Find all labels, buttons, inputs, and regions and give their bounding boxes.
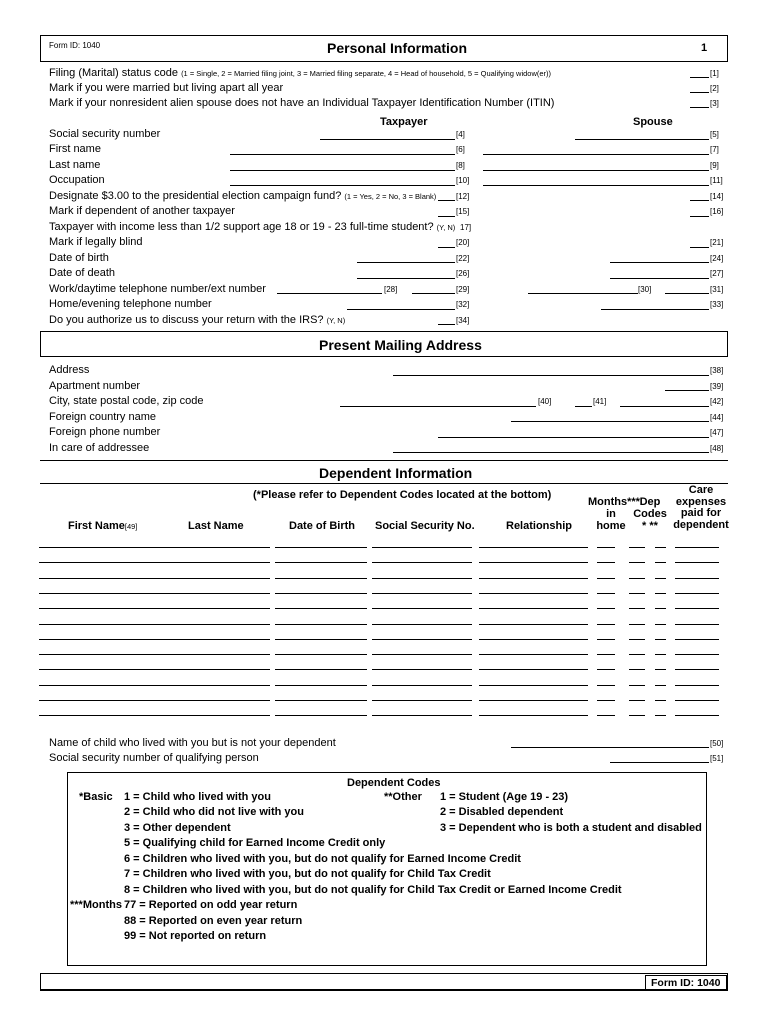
section-title-dependents: Dependent Information <box>319 465 473 481</box>
dep-code-other-field[interactable] <box>655 669 666 670</box>
field-code-14: [14] <box>710 192 724 201</box>
dep-months-field[interactable] <box>597 654 615 655</box>
spouse-home-phone-field[interactable] <box>601 309 709 310</box>
dep-months-field[interactable] <box>597 608 615 609</box>
col-ssn: Social Security No. <box>375 520 475 532</box>
dep-code-other-field[interactable] <box>655 700 666 701</box>
dep-first-name-field[interactable] <box>39 547 270 548</box>
dep-dob-ssn-field[interactable] <box>372 715 472 716</box>
dep-first-name-field[interactable] <box>39 578 270 579</box>
field-code-29: [29] <box>456 285 470 294</box>
qualifying-ssn-label: Social security number of qualifying person <box>49 752 259 764</box>
dep-months-field[interactable] <box>597 562 615 563</box>
dep-code-basic-field[interactable] <box>629 624 645 625</box>
field-code-39: [39] <box>710 382 724 391</box>
dep-relationship-field[interactable] <box>479 685 588 686</box>
taxpayer-campaign-field[interactable] <box>438 200 455 201</box>
section-title-personal: Personal Information <box>327 40 468 56</box>
campaign-label: Designate $3.00 to the presidential election campaign fund? (1 = Yes, 2 = No, 3 = Blank) <box>49 190 437 202</box>
spouse-blind-field[interactable] <box>690 247 709 248</box>
dep-code-other-field[interactable] <box>655 608 666 609</box>
dep-code-other-field[interactable] <box>655 715 666 716</box>
dep-last-name-field[interactable] <box>275 654 367 655</box>
field-code-8: [8] <box>456 161 465 170</box>
spouse-dod-field[interactable] <box>610 278 709 279</box>
dep-care-expense-field[interactable] <box>675 562 719 563</box>
spouse-ssn-field[interactable] <box>575 139 709 140</box>
dep-relationship-field[interactable] <box>479 715 588 716</box>
field-code-30: [30] <box>638 285 652 294</box>
page-number: 1 <box>701 42 708 54</box>
field-code-22: [22] <box>456 254 470 263</box>
campaign-hint: (1 = Yes, 2 = No, 3 = Blank) <box>344 192 437 201</box>
first-name-label: First name <box>49 143 101 155</box>
dep-code-basic-field[interactable] <box>629 547 645 548</box>
filing-status-field[interactable] <box>690 77 709 78</box>
dep-code-basic-field[interactable] <box>629 685 645 686</box>
dep-last-name-field[interactable] <box>275 593 367 594</box>
foreign-phone-field[interactable] <box>438 437 709 438</box>
other-code-3: 3 = Dependent who is both a student and disabled <box>440 822 702 834</box>
other-code-1: 1 = Student (Age 19 - 23) <box>440 791 569 803</box>
dep-code-basic-field[interactable] <box>629 669 645 670</box>
basic-code-6: 6 = Children who lived with you, but do not qualify for Earned Income Credit <box>124 853 521 865</box>
dep-first-name-field[interactable] <box>39 593 270 594</box>
field-code-12: [12] <box>456 192 470 201</box>
field-code-42: [42] <box>710 397 724 406</box>
form-id-label: Form ID: 1040 <box>49 41 101 50</box>
field-code-28: [28] <box>384 285 398 294</box>
last-name-label: Last name <box>49 159 101 171</box>
dep-dob-ssn-field[interactable] <box>372 593 472 594</box>
months-label: ***Months <box>70 899 122 911</box>
field-code-4: [4] <box>456 130 465 139</box>
dep-first-name-field[interactable] <box>39 715 270 716</box>
field-code-50: [50] <box>710 739 724 748</box>
section-title-mailing: Present Mailing Address <box>319 337 482 353</box>
dep-relationship-field[interactable] <box>479 608 588 609</box>
footer-form-id-box <box>645 975 727 990</box>
dep-last-name-field[interactable] <box>275 624 367 625</box>
col-months: Months*** in home <box>588 496 640 532</box>
other-label: **Other <box>384 791 422 803</box>
taxpayer-occupation-field[interactable] <box>230 185 455 186</box>
dep-months-field[interactable] <box>597 700 615 701</box>
filing-status-label: Filing (Marital) status code (1 = Single, 2 = Married filing joint, 3 = Married filing separate, 4 = Head of household, 5 = Qualifying widow(er)) <box>49 67 552 79</box>
field-code-40: [40] <box>538 397 552 406</box>
col-dob: Date of Birth <box>289 520 355 532</box>
spouse-first-name-field[interactable] <box>483 154 709 155</box>
months-code-99: 99 = Not reported on return <box>124 930 267 942</box>
field-code-51: [51] <box>710 754 724 763</box>
basic-code-3: 3 = Other dependent <box>124 822 231 834</box>
spouse-header: Spouse <box>633 116 673 128</box>
dep-relationship-field[interactable] <box>479 669 588 670</box>
foreign-phone-label: Foreign phone number <box>49 426 161 438</box>
dep-code-other-field[interactable] <box>655 562 666 563</box>
spouse-dependent-field[interactable] <box>690 216 709 217</box>
col-relationship: Relationship <box>506 520 573 532</box>
field-code-2: [2] <box>710 84 719 93</box>
taxpayer-income-label: Taxpayer with income less than 1/2 support age 18 or 19 - 23 full-time student? (Y, N) <box>49 221 456 233</box>
dep-dob-ssn-field[interactable] <box>372 562 472 563</box>
field-code-7: [7] <box>710 145 719 154</box>
dep-care-expense-field[interactable] <box>675 669 719 670</box>
dep-care-expense-field[interactable] <box>675 700 719 701</box>
basic-code-2: 2 = Child who did not live with you <box>124 806 304 818</box>
dep-months-field[interactable] <box>597 639 615 640</box>
dep-code-basic-field[interactable] <box>629 639 645 640</box>
home-phone-label: Home/evening telephone number <box>49 298 212 310</box>
dep-relationship-field[interactable] <box>479 562 588 563</box>
dep-first-name-field[interactable] <box>39 624 270 625</box>
dep-code-basic-field[interactable] <box>629 715 645 716</box>
dep-last-name-field[interactable] <box>275 685 367 686</box>
spouse-occupation-field[interactable] <box>483 185 709 186</box>
dep-care-expense-field[interactable] <box>675 639 719 640</box>
work-phone-label: Work/daytime telephone number/ext number <box>49 283 266 295</box>
footer-bar <box>40 973 728 991</box>
dep-dob-ssn-field[interactable] <box>372 685 472 686</box>
foreign-country-field[interactable] <box>511 421 709 422</box>
dep-care-expense-field[interactable] <box>675 685 719 686</box>
dep-code-other-field[interactable] <box>655 547 666 548</box>
occupation-label: Occupation <box>49 174 105 186</box>
dep-last-name-field[interactable] <box>275 562 367 563</box>
dep-months-field[interactable] <box>597 685 615 686</box>
dep-care-expense-field[interactable] <box>675 593 719 594</box>
months-code-77: 77 = Reported on odd year return <box>124 899 298 911</box>
personal-info-header <box>40 35 728 62</box>
other-code-2: 2 = Disabled dependent <box>440 806 564 818</box>
dep-first-name-field[interactable] <box>39 700 270 701</box>
spouse-dob-field[interactable] <box>610 262 709 263</box>
spouse-work-phone-field[interactable] <box>528 293 638 294</box>
authorize-label: Do you authorize us to discuss your return with the IRS? (Y, N) <box>49 314 346 326</box>
dep-months-field[interactable] <box>597 547 615 548</box>
dep-dob-ssn-field[interactable] <box>372 669 472 670</box>
field-code-17: 17] <box>460 223 472 232</box>
dep-care-expense-field[interactable] <box>675 547 719 548</box>
basic-code-5: 5 = Qualifying child for Earned Income Credit only <box>124 837 386 849</box>
dep-relationship-field[interactable] <box>479 700 588 701</box>
field-code-16: [16] <box>710 207 724 216</box>
mailing-address-header <box>40 331 728 357</box>
filing-status-hint: (1 = Single, 2 = Married filing joint, 3 = Married filing separate, 4 = Head of household, 5 = Qualifying widow(er)) <box>181 69 552 78</box>
taxpayer-last-name-field[interactable] <box>230 170 455 171</box>
dep-dob-ssn-field[interactable] <box>372 639 472 640</box>
dep-dob-ssn-field[interactable] <box>372 578 472 579</box>
dep-dob-ssn-field[interactable] <box>372 654 472 655</box>
dep-months-field[interactable] <box>597 578 615 579</box>
dep-last-name-field[interactable] <box>275 639 367 640</box>
basic-code-1: 1 = Child who lived with you <box>124 791 271 803</box>
dep-code-basic-field[interactable] <box>629 654 645 655</box>
dep-last-name-field[interactable] <box>275 578 367 579</box>
dep-last-name-field[interactable] <box>275 669 367 670</box>
taxpayer-work-ext-field[interactable] <box>412 293 455 294</box>
field-code-38: [38] <box>710 366 724 375</box>
field-code-1: [1] <box>710 69 719 78</box>
basic-code-7: 7 = Children who lived with you, but do not qualify for Child Tax Credit <box>124 868 491 880</box>
ssn-label: Social security number <box>49 128 161 140</box>
city-label: City, state postal code, zip code <box>49 395 204 407</box>
field-code-47: [47] <box>710 428 724 437</box>
legally-blind-label: Mark if legally blind <box>49 236 143 248</box>
taxpayer-work-phone-field[interactable] <box>277 293 382 294</box>
taxpayer-dod-field[interactable] <box>357 278 455 279</box>
taxpayer-home-phone-field[interactable] <box>347 309 455 310</box>
spouse-last-name-field[interactable] <box>483 170 709 171</box>
dep-dob-ssn-field[interactable] <box>372 700 472 701</box>
dep-care-expense-field[interactable] <box>675 654 719 655</box>
field-code-11: [11] <box>710 176 723 185</box>
dep-first-name-field[interactable] <box>39 562 270 563</box>
field-code-33: [33] <box>710 300 724 309</box>
dep-relationship-field[interactable] <box>479 624 588 625</box>
dep-code-basic-field[interactable] <box>629 593 645 594</box>
taxpayer-header: Taxpayer <box>380 116 428 128</box>
months-code-88: 88 = Reported on even year return <box>124 915 303 927</box>
nonresident-field[interactable] <box>690 107 709 108</box>
dep-dob-ssn-field[interactable] <box>372 624 472 625</box>
dep-code-basic-field[interactable] <box>629 700 645 701</box>
dep-care-expense-field[interactable] <box>675 624 719 625</box>
dep-care-expense-field[interactable] <box>675 578 719 579</box>
field-code-26: [26] <box>456 269 470 278</box>
dep-relationship-field[interactable] <box>479 639 588 640</box>
apartment-label: Apartment number <box>49 380 141 392</box>
field-code-21: [21] <box>710 238 724 247</box>
address-field[interactable] <box>393 375 709 376</box>
dep-first-name-field[interactable] <box>39 608 270 609</box>
state-field[interactable] <box>575 406 592 407</box>
zip-field[interactable] <box>620 406 709 407</box>
authorize-field[interactable] <box>438 324 455 325</box>
dep-relationship-field[interactable] <box>479 578 588 579</box>
child-not-dependent-label: Name of child who lived with you but is not your dependent <box>49 737 336 749</box>
dep-code-other-field[interactable] <box>655 578 666 579</box>
address-label: Address <box>49 364 90 376</box>
taxpayer-blind-field[interactable] <box>438 247 455 248</box>
field-code-5: [5] <box>710 130 719 139</box>
dep-relationship-field[interactable] <box>479 547 588 548</box>
col-first-name: First Name[49] <box>68 520 138 532</box>
dep-last-name-field[interactable] <box>275 715 367 716</box>
dependent-codes-title: Dependent Codes <box>347 777 441 789</box>
dep-code-basic-field[interactable] <box>629 578 645 579</box>
dep-first-name-field[interactable] <box>39 685 270 686</box>
field-code-6: [6] <box>456 145 465 154</box>
nonresident-label: Mark if your nonresident alien spouse does not have an Individual Taxpayer Identification Number (ITIN) <box>49 97 555 109</box>
field-code-15: [15] <box>456 207 470 216</box>
spouse-work-ext-field[interactable] <box>665 293 709 294</box>
taxpayer-first-name-field[interactable] <box>230 154 455 155</box>
dep-dob-ssn-field[interactable] <box>372 608 472 609</box>
field-code-24: [24] <box>710 254 724 263</box>
dep-first-name-field[interactable] <box>39 654 270 655</box>
dep-care-expense-field[interactable] <box>675 715 719 716</box>
field-code-9: [9] <box>710 161 719 170</box>
dep-code-other-field[interactable] <box>655 639 666 640</box>
col-last-name: Last Name <box>188 520 244 532</box>
dependent-info-header-rule <box>40 460 728 484</box>
dod-label: Date of death <box>49 267 116 279</box>
col-dep-codes: Dep Codes * ** <box>633 496 667 532</box>
field-code-44: [44] <box>710 413 724 422</box>
field-code-10: [10] <box>456 176 470 185</box>
dep-dob-ssn-field[interactable] <box>372 547 472 548</box>
dep-code-basic-field[interactable] <box>629 608 645 609</box>
dep-code-other-field[interactable] <box>655 593 666 594</box>
dep-months-field[interactable] <box>597 669 615 670</box>
dep-first-name-field[interactable] <box>39 639 270 640</box>
col-care-expenses: Care expenses paid for dependent <box>673 484 729 531</box>
married-apart-label: Mark if you were married but living apart all year <box>49 82 284 94</box>
dep-first-name-field[interactable] <box>39 669 270 670</box>
city-field[interactable] <box>340 406 536 407</box>
field-code-3: [3] <box>710 99 719 108</box>
footer-form-id: Form ID: 1040 <box>651 977 721 989</box>
field-code-34: [34] <box>456 316 470 325</box>
dependent-of-other-label: Mark if dependent of another taxpayer <box>49 205 235 217</box>
married-apart-field[interactable] <box>690 92 709 93</box>
field-code-48: [48] <box>710 444 724 453</box>
taxpayer-dependent-field[interactable] <box>438 216 455 217</box>
qualifying-ssn-field[interactable] <box>610 762 709 763</box>
field-code-41: [41] <box>593 397 607 406</box>
dep-months-field[interactable] <box>597 593 615 594</box>
field-code-20: [20] <box>456 238 470 247</box>
child-not-dependent-field[interactable] <box>511 747 709 748</box>
dep-code-other-field[interactable] <box>655 654 666 655</box>
foreign-country-label: Foreign country name <box>49 411 156 423</box>
dep-code-other-field[interactable] <box>655 624 666 625</box>
dep-last-name-field[interactable] <box>275 547 367 548</box>
spouse-campaign-field[interactable] <box>690 200 709 201</box>
field-code-32: [32] <box>456 300 470 309</box>
dep-months-field[interactable] <box>597 715 615 716</box>
care-of-label: In care of addressee <box>49 442 150 454</box>
dob-label: Date of birth <box>49 252 109 264</box>
dep-relationship-field[interactable] <box>479 593 588 594</box>
dep-care-expense-field[interactable] <box>675 608 719 609</box>
basic-code-8: 8 = Children who lived with you, but do not qualify for Child Tax Credit or Earned Income Credit <box>124 884 622 896</box>
dependents-note: (*Please refer to Dependent Codes located at the bottom) <box>253 489 552 501</box>
apartment-field[interactable] <box>665 390 709 391</box>
field-code-31: [31] <box>710 285 724 294</box>
care-of-field[interactable] <box>393 452 709 453</box>
dep-months-field[interactable] <box>597 624 615 625</box>
field-code-27: [27] <box>710 269 724 278</box>
dep-relationship-field[interactable] <box>479 654 588 655</box>
dep-last-name-field[interactable] <box>275 608 367 609</box>
taxpayer-income-hint: (Y, N) <box>436 223 456 232</box>
dep-code-basic-field[interactable] <box>629 562 645 563</box>
basic-label: *Basic <box>79 791 113 803</box>
dep-code-other-field[interactable] <box>655 685 666 686</box>
taxpayer-ssn-field[interactable] <box>320 139 455 140</box>
dep-last-name-field[interactable] <box>275 700 367 701</box>
taxpayer-dob-field[interactable] <box>357 262 455 263</box>
authorize-hint: (Y, N) <box>326 316 346 325</box>
